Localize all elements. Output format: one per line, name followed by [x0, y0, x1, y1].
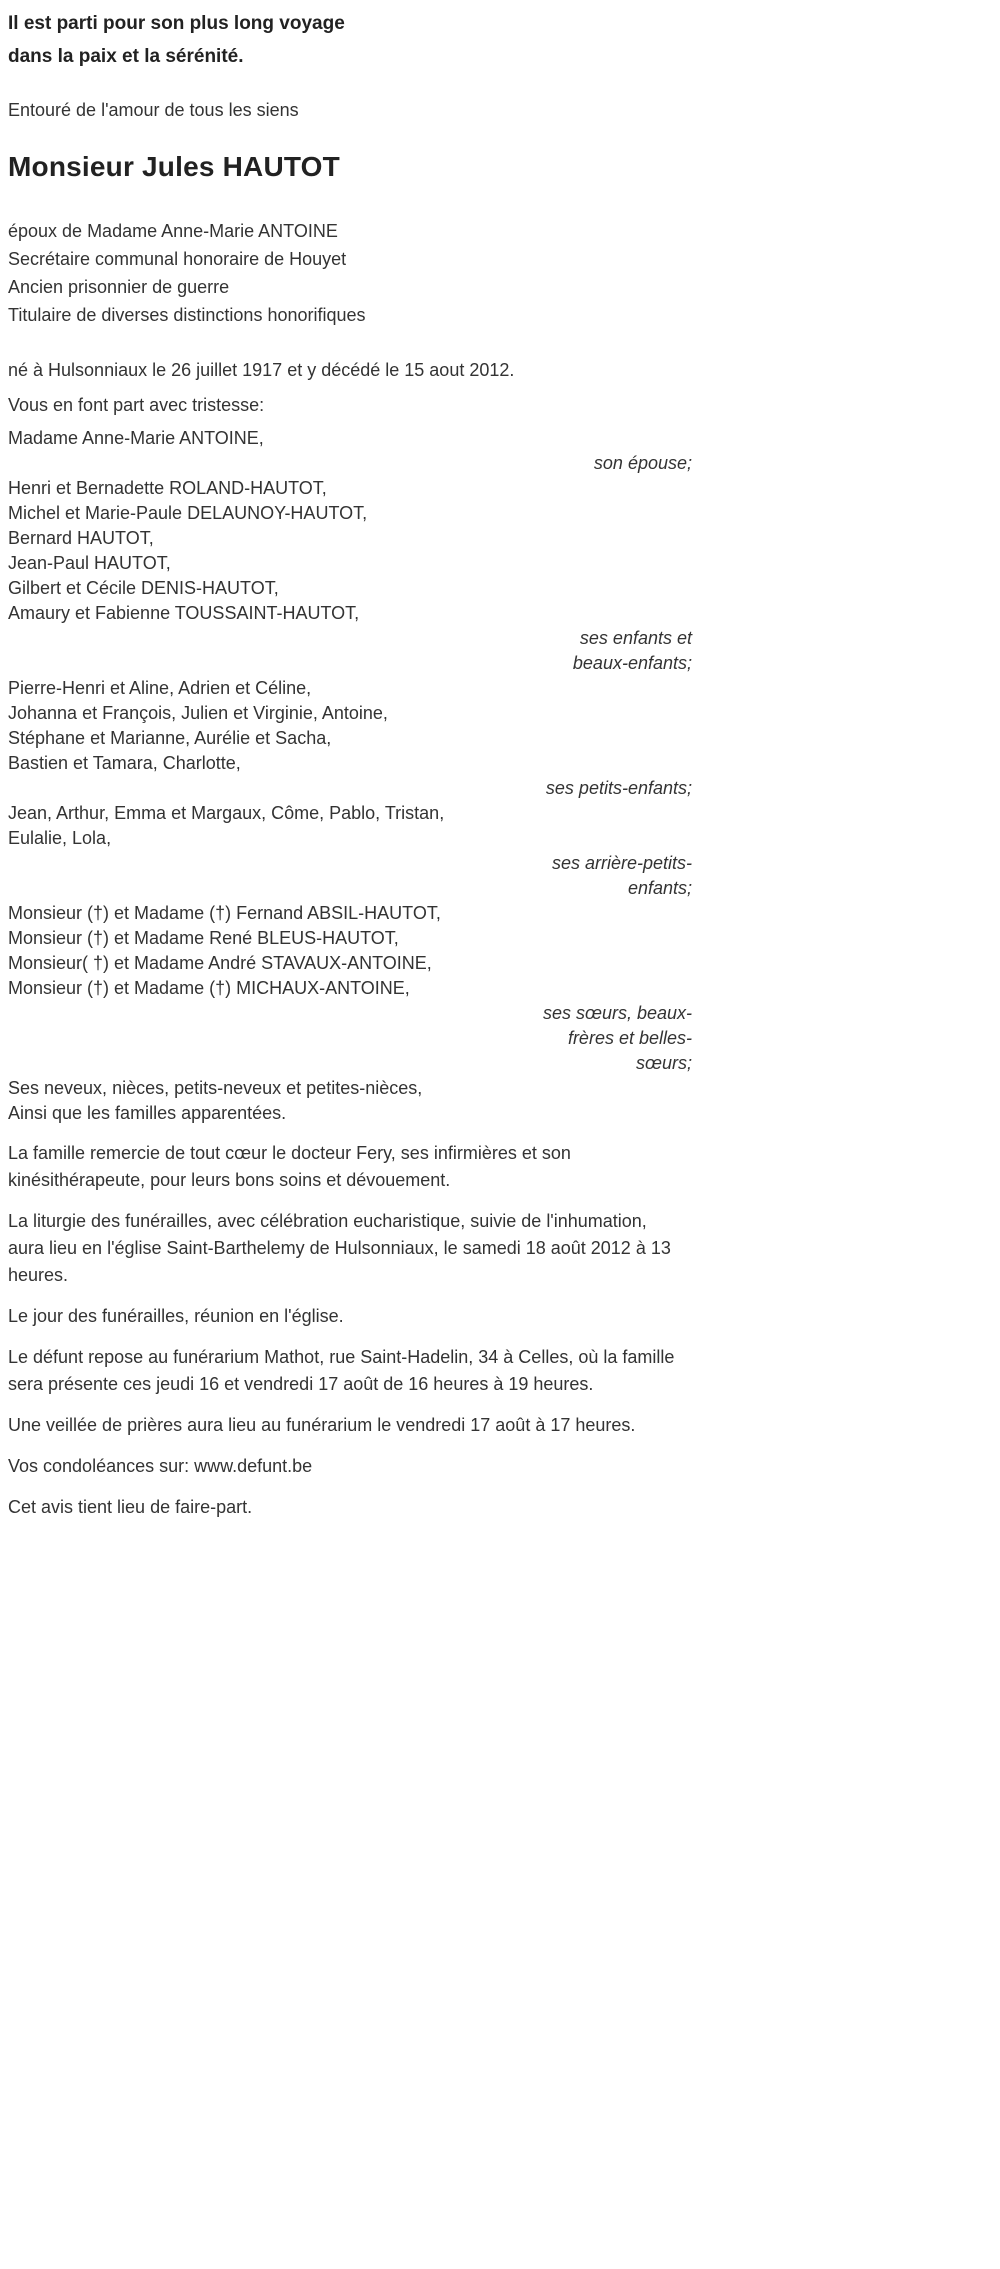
- paragraph-faire-part: Cet avis tient lieu de faire-part.: [8, 1497, 253, 1517]
- family-member: Monsieur (†) et Madame (†) MICHAUX-ANTOINE,: [8, 978, 410, 998]
- relation-label: [8, 851, 692, 901]
- epigraph-line-2: dans la paix et la sérénité.: [8, 46, 244, 67]
- relation-label: [8, 451, 692, 476]
- title-line: Ancien prisonnier de guerre: [8, 277, 230, 297]
- relation-text: ses arrière-petits-enfants;: [551, 853, 692, 898]
- paragraph-thanks: La famille remercie de tout cœur le docteur Fery, ses infirmières et son kinésithérapeute, pour leurs bons soins et dévouement.: [8, 1143, 571, 1190]
- family-member: Pierre-Henri et Aline, Adrien et Céline,: [8, 678, 312, 698]
- family-member: Johanna et François, Julien et Virginie, Antoine,: [8, 703, 388, 723]
- paragraph-vigil: Une veillée de prières aura lieu au funérarium le vendredi 17 août à 17 heures.: [8, 1415, 636, 1435]
- family-member: Amaury et Fabienne TOUSSAINT-HAUTOT,: [8, 603, 360, 623]
- family-group-siblings: [8, 901, 692, 1076]
- closing-line-families: Ainsi que les familles apparentées.: [8, 1103, 287, 1123]
- family-group-grandchildren: [8, 676, 692, 801]
- title-line: époux de Madame Anne-Marie ANTOINE: [8, 221, 338, 241]
- family-group-great-grandchildren: [8, 801, 692, 901]
- deceased-name: Monsieur Jules HAUTOT: [8, 151, 340, 182]
- family-member: Bastien et Tamara, Charlotte,: [8, 753, 241, 773]
- epigraph: [8, 7, 692, 73]
- epigraph-line-1: Il est parti pour son plus long voyage: [8, 13, 345, 34]
- family-member: Madame Anne-Marie ANTOINE,: [8, 428, 264, 448]
- family-group-children: [8, 476, 692, 676]
- relation-label: [8, 776, 692, 801]
- death-notice-document: [0, 0, 692, 1601]
- family-member: Monsieur( †) et Madame André STAVAUX-ANTOINE,: [8, 953, 432, 973]
- relation-text: ses sœurs, beaux-frères et belles-sœurs;: [542, 1003, 692, 1073]
- paragraph-condolences-url: Vos condoléances sur: www.defunt.be: [8, 1456, 313, 1476]
- family-member: Gilbert et Cécile DENIS-HAUTOT,: [8, 578, 279, 598]
- family-member: Jean-Paul HAUTOT,: [8, 553, 171, 573]
- announcement: Vous en font part avec tristesse:: [8, 395, 265, 415]
- relation-text: ses enfants et beaux-enfants;: [572, 628, 692, 673]
- paragraph-reunion: Le jour des funérailles, réunion en l'église.: [8, 1306, 344, 1326]
- relation-label: [8, 626, 692, 676]
- family-member: Monsieur (†) et Madame (†) Fernand ABSIL-HAUTOT,: [8, 903, 441, 923]
- titles-block: [8, 217, 692, 329]
- intro-line: Entouré de l'amour de tous les siens: [8, 100, 299, 120]
- family-member: Eulalie, Lola,: [8, 828, 112, 848]
- title-line: Titulaire de diverses distinctions honorifiques: [8, 305, 366, 325]
- family-member: Stéphane et Marianne, Aurélie et Sacha,: [8, 728, 332, 748]
- family-member: Henri et Bernadette ROLAND-HAUTOT,: [8, 478, 327, 498]
- family-member: Jean, Arthur, Emma et Margaux, Côme, Pablo, Tristan,: [8, 803, 445, 823]
- relation-text: ses petits-enfants;: [545, 778, 692, 798]
- title-line: Secrétaire communal honoraire de Houyet: [8, 249, 347, 269]
- paragraph-funerarium: Le défunt repose au funérarium Mathot, rue Saint-Hadelin, 34 à Celles, où la famille sera présente ces jeudi 16 et vendredi 17 août de 16 heures à 19 heures.: [8, 1347, 675, 1394]
- family-member: Monsieur (†) et Madame René BLEUS-HAUTOT,: [8, 928, 399, 948]
- closing-lines: [8, 1076, 692, 1126]
- family-member: Bernard HAUTOT,: [8, 528, 154, 548]
- closing-line-nephews: Ses neveux, nièces, petits-neveux et petites-nièces,: [8, 1078, 423, 1098]
- practical-information: [8, 1140, 684, 1521]
- paragraph-liturgy: La liturgie des funérailles, avec célébration eucharistique, suivie de l'inhumation, aura lieu en l'église Saint-Barthelemy de Hulsonniaux, le samedi 18 août 2012 à 13 heures.: [8, 1211, 671, 1285]
- family-group-spouse: [8, 426, 692, 476]
- family-member: Michel et Marie-Paule DELAUNOY-HAUTOT,: [8, 503, 368, 523]
- life-dates: né à Hulsonniaux le 26 juillet 1917 et y décédé le 15 aout 2012.: [8, 360, 515, 380]
- family-list: [8, 426, 692, 1076]
- relation-label: [8, 1001, 692, 1076]
- relation-text: son épouse;: [593, 453, 692, 473]
